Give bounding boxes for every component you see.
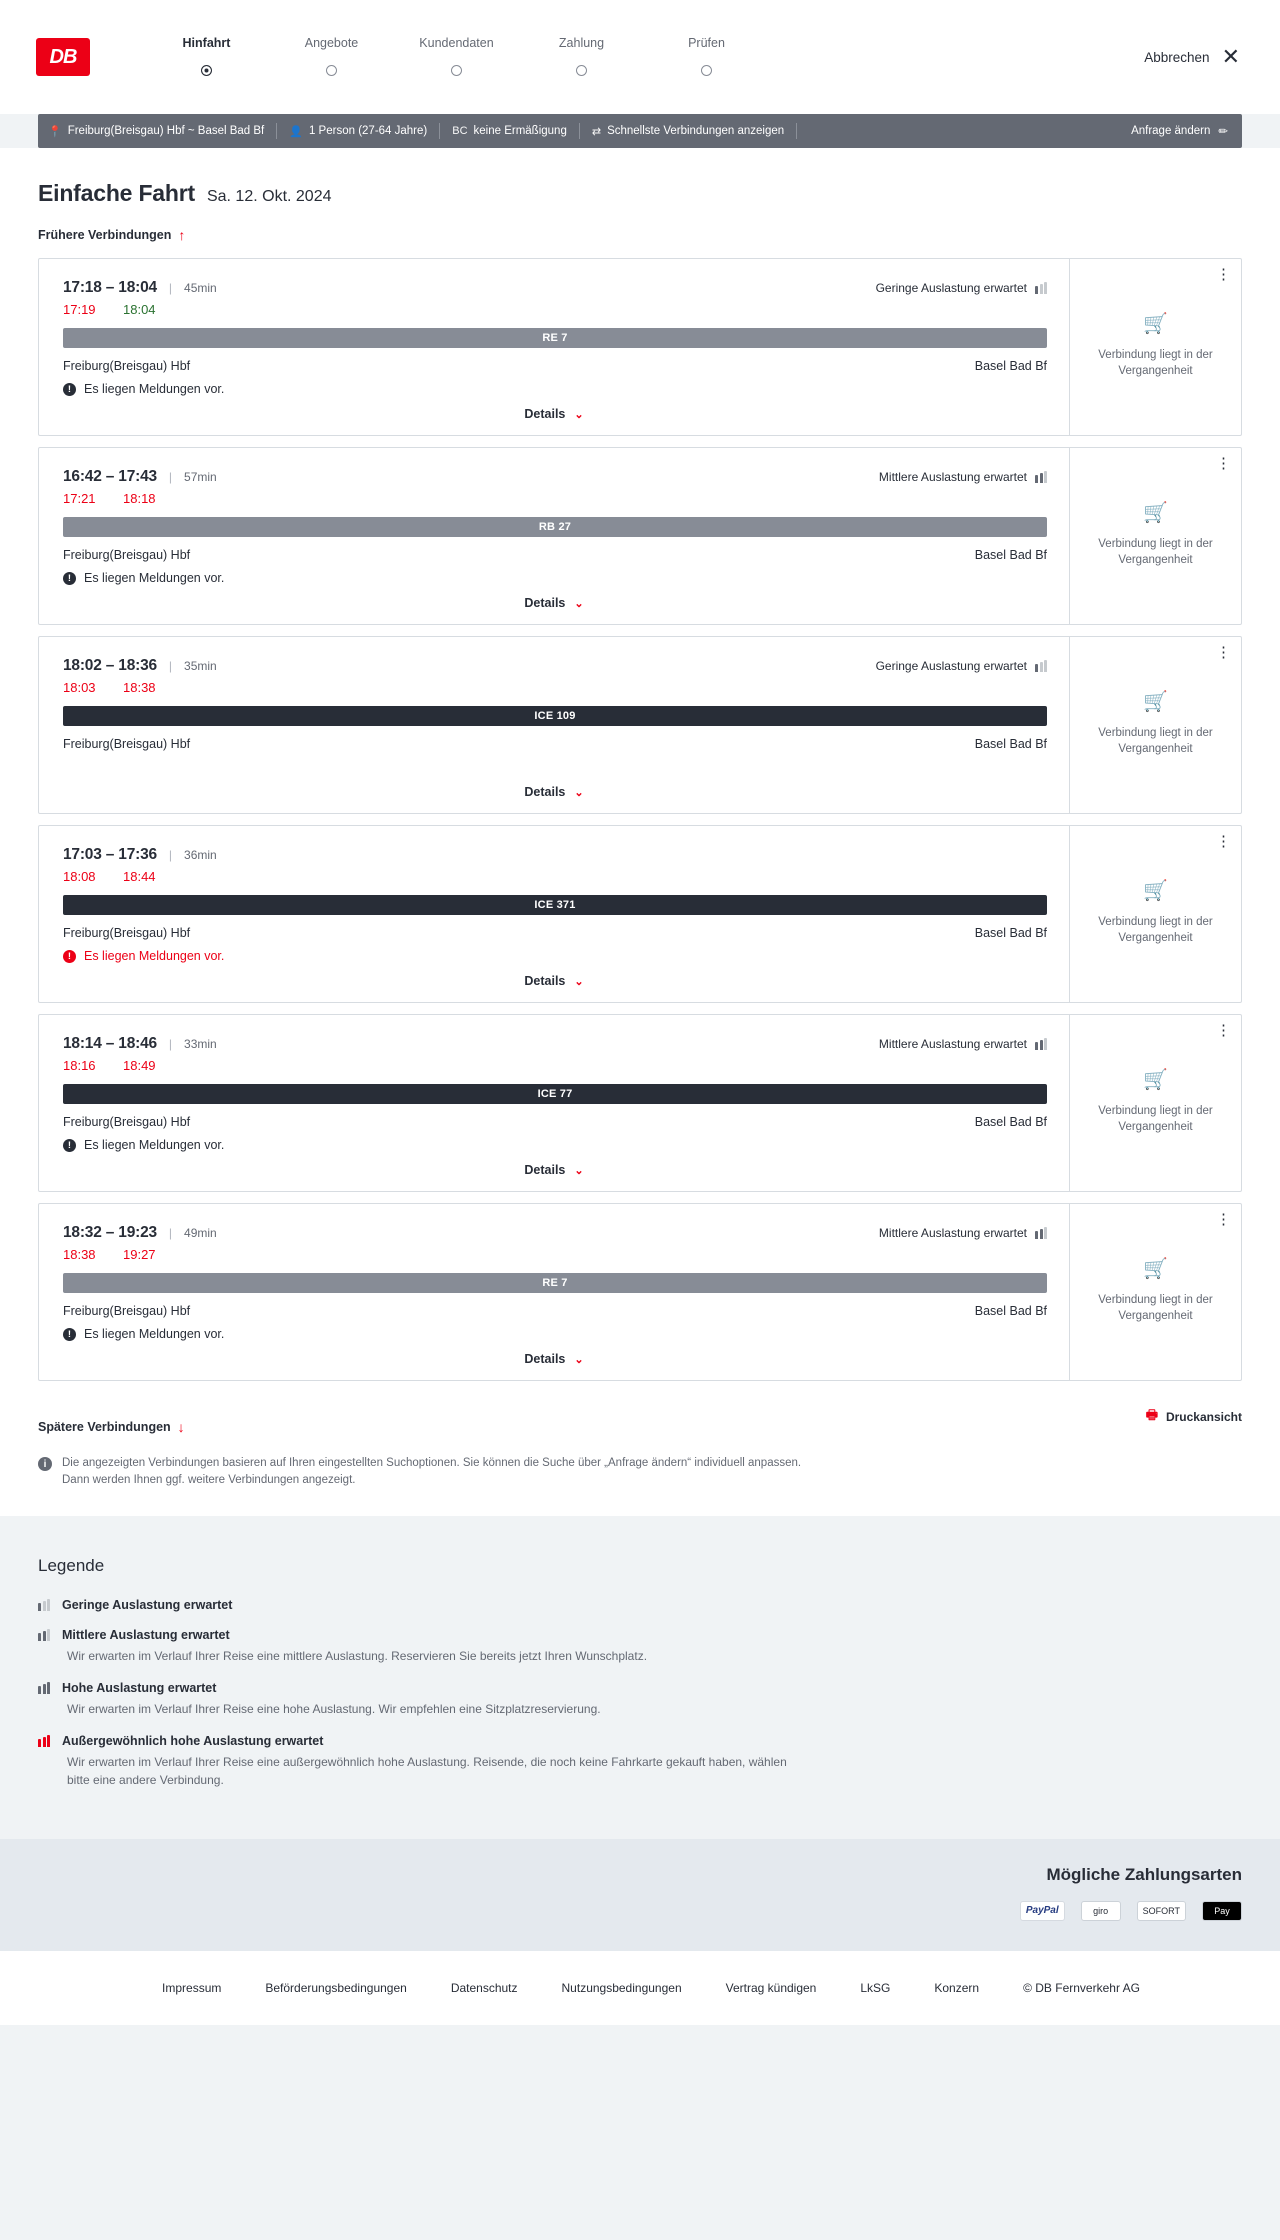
print-view-label: Druckansicht [1165,1410,1242,1424]
sofort-icon [1137,1901,1186,1921]
past-connection-note: Verbindung liegt in der Vergangenheit [1098,538,1213,566]
past-connection-note: Verbindung liegt in der Vergangenheit [1098,916,1213,944]
occupancy-icon [1035,660,1047,672]
occupancy-icon [1035,282,1047,294]
planned-times: 16:42 – 17:43 [63,468,157,485]
separator: | [168,848,173,862]
chevron-down-icon: ⌄ [574,1353,584,1366]
info-icon: ! [63,572,76,585]
legend-item-label: Mittlere Auslastung erwartet [62,1627,230,1642]
occupancy-label: Mittlere Auslastung erwartet [878,470,1027,484]
train-badge[interactable] [63,1084,1047,1104]
later-connections-button[interactable] [38,1419,185,1435]
legend-section [0,1516,1280,1839]
step-indicator [394,62,519,78]
travel-date: Sa. 12. Okt. 2024 [206,188,332,205]
cart-disabled-icon: 🛒 [1143,1069,1168,1091]
occupancy-icon [1035,471,1047,483]
duration [169,1037,217,1051]
step-label: Zahlung [558,36,605,50]
occupancy-info [876,659,1047,673]
connection-header [63,846,1047,864]
duration-label: 49min [184,1226,217,1240]
person-icon: 👤 [289,125,303,138]
step-label: Hinfahrt [182,36,231,50]
train-label: ICE 77 [537,1088,573,1100]
connection-card[interactable] [38,825,1242,1003]
query-fastest[interactable] [592,123,797,139]
info-icon: ! [63,1139,76,1152]
legend-item-label: Außergewöhnlich hohe Auslastung erwartet [62,1733,324,1748]
destination-station: Basel Bad Bf [974,737,1047,751]
cart-disabled-icon: 🛒 [1143,691,1168,713]
duration [169,848,217,862]
info-icon: ! [63,950,76,963]
footer-link[interactable]: LkSG [860,1980,891,1995]
occupancy-info [879,1226,1047,1240]
destination-station: Basel Bad Bf [974,926,1047,940]
more-options-icon[interactable]: ⋮ [1216,644,1231,661]
occupancy-icon [38,1682,50,1694]
legend-item [38,1628,1242,1665]
train-label: ICE 371 [534,899,576,911]
step-angebote[interactable] [269,36,394,78]
occupancy-label: Geringe Auslastung erwartet [875,659,1027,673]
destination-station: Basel Bad Bf [974,1304,1047,1318]
edit-query-label: Anfrage ändern [1131,125,1211,137]
legend-item-description: Wir erwarten im Verlauf Ihrer Reise eine mittlere Auslastung. Reservieren Sie bereits jetzt Ihren Wunschplatz. [67,1648,648,1663]
details-toggle[interactable] [39,1352,1069,1366]
app-header [0,0,1280,114]
connection-header [63,1224,1047,1242]
legend-item-head [38,1681,1242,1695]
duration [169,281,217,295]
step-dot-icon [451,65,462,76]
close-icon[interactable]: ✕ [1221,44,1240,69]
train-label: ICE 109 [534,710,576,722]
past-connection-note: Verbindung liegt in der Vergangenheit [1098,1105,1213,1133]
duration-label: 57min [184,470,217,484]
duration-label: 33min [184,1037,217,1051]
connection-header [63,279,1047,297]
later-connections-label: Spätere Verbindungen [38,1420,171,1434]
cart-disabled-icon: 🛒 [1143,880,1168,902]
legend-item-label: Hohe Auslastung erwartet [62,1680,217,1695]
connection-message-label: Es liegen Meldungen vor. [84,949,225,963]
page-title [38,180,1242,207]
destination-station: Basel Bad Bf [974,548,1047,562]
separator: | [168,1037,173,1051]
details-label: Details [524,407,566,421]
info-icon: ! [63,383,76,396]
connection-card[interactable] [38,258,1242,436]
step-dot-icon [576,65,587,76]
duration-label: 36min [184,848,217,862]
details-label: Details [524,596,566,610]
duration [169,659,217,673]
planned-times: 18:32 – 19:23 [63,1224,157,1241]
occupancy-icon [1035,1227,1047,1239]
actual-departure: 18:08 [63,869,96,884]
connection-card[interactable] [38,1014,1242,1192]
query-route-label: Freiburg(Breisgau) Hbf ~ Basel Bad Bf [67,125,265,137]
print-view-button[interactable] [1146,1406,1242,1428]
chevron-down-icon: ⌄ [574,597,584,610]
origin-station: Freiburg(Breisgau) Hbf [63,1304,191,1318]
legend-item-head [38,1734,1242,1748]
origin-station: Freiburg(Breisgau) Hbf [63,1115,191,1129]
payment-method-icons [38,1901,1242,1921]
step-indicator [519,62,644,78]
connection-actions [1069,448,1241,624]
db-logo[interactable] [36,38,90,76]
past-connection-note: Verbindung liegt in der Vergangenheit [1098,349,1213,377]
legend-item [38,1681,1242,1718]
connection-actions [1069,1204,1241,1380]
cancel-button[interactable] [1144,46,1240,68]
search-options-hint-text: Die angezeigten Verbindungen basieren auf Ihren eingestellten Suchoptionen. Sie können die Suche über „Anfrage ändern“ individuell anpassen. Dann werden Ihnen ggf. weitere Verbindungen angezeigt. [62,1457,802,1487]
connection-message[interactable] [63,1327,1047,1341]
duration [169,1226,217,1240]
legend-item-head [38,1598,1242,1612]
stations-row [63,926,1047,940]
applepay-icon [1202,1901,1242,1921]
actual-arrival: 18:38 [123,680,156,695]
occupancy-icon [38,1599,50,1611]
footer-link[interactable]: Beförderungsbedingungen [265,1980,407,1995]
legend-item-description: Wir erwarten im Verlauf Ihrer Reise eine außergewöhnlich hohe Auslastung. Reisende, die noch keine Fahrkarte gekauft haben, wählen bitte eine andere Verbindung. [67,1754,787,1787]
separator: | [168,1226,173,1240]
realtime-times [63,1247,1047,1262]
payment-label: Pay [1214,1905,1230,1916]
planned-times: 18:14 – 18:46 [63,1035,157,1052]
cart-disabled-icon: 🛒 [1143,502,1168,524]
pencil-icon: ✏ [1218,126,1228,138]
details-label: Details [524,785,566,799]
earlier-connections-label: Frühere Verbindungen [38,228,172,242]
past-connection-note: Verbindung liegt in der Vergangenheit [1098,727,1213,755]
train-badge[interactable] [63,895,1047,915]
payment-label: SOFORT [1142,1905,1180,1916]
separator: | [168,470,173,484]
connection-message[interactable] [63,382,1047,396]
connection-actions [1069,259,1241,435]
stations-row [63,548,1047,562]
origin-station: Freiburg(Breisgau) Hbf [63,359,191,373]
more-options-icon[interactable]: ⋮ [1216,833,1231,850]
stations-row [63,1115,1047,1129]
realtime-times [63,1058,1047,1073]
actual-arrival: 18:18 [123,491,156,506]
details-toggle[interactable] [39,1163,1069,1177]
connection-card[interactable] [38,636,1242,814]
connection-card[interactable] [38,1203,1242,1381]
connection-header [63,468,1047,486]
actual-departure: 18:38 [63,1247,96,1262]
connection-actions [1069,637,1241,813]
step-indicator [269,62,394,78]
occupancy-label: Geringe Auslastung erwartet [875,281,1027,295]
cancel-label: Abbrechen [1144,49,1210,65]
info-icon: ! [63,1328,76,1341]
query-fastest-label: Schnellste Verbindungen anzeigen [607,125,785,137]
connection-message[interactable] [63,571,1047,585]
train-badge[interactable] [63,706,1047,726]
occupancy-icon [38,1629,50,1641]
legend-item-label: Geringe Auslastung erwartet [62,1597,233,1612]
actual-arrival: 19:27 [123,1247,156,1262]
payment-methods-section [0,1839,1280,1951]
duration-label: 45min [184,281,217,295]
step-label: Prüfen [688,36,725,50]
cart-disabled-icon: 🛒 [1143,1258,1168,1280]
legend-item [38,1734,1242,1789]
connection-details [39,637,1069,813]
connection-message-label: Es liegen Meldungen vor. [84,382,225,396]
origin-station: Freiburg(Breisgau) Hbf [63,737,191,751]
connection-message-label: Es liegen Meldungen vor. [84,1327,225,1341]
connection-header [63,1035,1047,1053]
origin-station: Freiburg(Breisgau) Hbf [63,926,191,940]
actual-departure: 17:21 [63,491,96,506]
train-badge[interactable] [63,1273,1047,1293]
planned-times: 18:02 – 18:36 [63,657,157,674]
details-toggle[interactable] [39,785,1069,799]
chevron-down-icon: ⌄ [574,975,584,988]
stations-row [63,737,1047,751]
earlier-connections-button[interactable] [38,227,185,243]
connection-actions [1069,1015,1241,1191]
details-label: Details [524,1352,566,1366]
step-indicator [644,62,769,78]
more-options-icon[interactable]: ⋮ [1216,1022,1231,1039]
chevron-down-icon: ⌄ [574,1164,584,1177]
destination-station: Basel Bad Bf [974,359,1047,373]
step-label: Angebote [304,36,359,50]
step-dot-icon [201,65,212,76]
details-toggle[interactable] [39,596,1069,610]
location-pin-icon: 📍 [48,125,62,138]
realtime-times [63,302,1047,317]
connection-details [39,1015,1069,1191]
footer-link[interactable]: Datenschutz [450,1980,518,1995]
step-dot-icon [701,65,712,76]
step-prüfen[interactable] [644,36,769,78]
query-passengers[interactable] [289,123,440,139]
actual-arrival: 18:04 [123,302,156,317]
train-label: RE 7 [542,1277,568,1289]
connection-header [63,657,1047,675]
planned-times: 17:03 – 17:36 [63,846,157,863]
train-label: RB 27 [538,521,572,533]
arrow-down-icon: ↓ [177,1419,185,1435]
footer-link[interactable]: Nutzungsbedingungen [561,1980,682,1995]
occupancy-icon [38,1735,50,1747]
step-hinfahrt[interactable] [144,36,269,78]
planned-times: 17:18 – 18:04 [63,279,157,296]
connection-actions [1069,826,1241,1002]
train-label: RE 7 [542,332,568,344]
past-connection-note: Verbindung liegt in der Vergangenheit [1098,1294,1213,1322]
info-icon: i [38,1457,52,1471]
legend-items [38,1598,1242,1789]
actual-arrival: 18:49 [123,1058,156,1073]
step-dot-icon [326,65,337,76]
stations-row [63,359,1047,373]
legend-title: Legende [38,1555,105,1575]
stations-row [63,1304,1047,1318]
query-discount-label: keine Ermäßigung [473,125,567,137]
connection-message[interactable] [63,949,1047,963]
separator: | [168,281,173,295]
query-route[interactable] [48,123,277,139]
connection-details [39,259,1069,435]
db-logo-text: DB [49,45,77,68]
edit-query-button[interactable] [1131,124,1228,138]
printer-icon: 🖶 [1145,1407,1158,1422]
actual-departure: 18:16 [63,1058,96,1073]
query-summary-bar [38,114,1242,148]
payment-label: PayPal [1025,1905,1059,1916]
payment-label: giro [1093,1905,1109,1916]
legend-item-head [38,1628,1242,1642]
actual-departure: 18:03 [63,680,96,695]
occupancy-info [876,281,1047,295]
connection-message[interactable] [63,1138,1047,1152]
more-options-icon[interactable]: ⋮ [1216,266,1231,283]
details-toggle[interactable] [39,407,1069,421]
actual-arrival: 18:44 [123,869,156,884]
footer-link[interactable]: Konzern [934,1980,980,1995]
origin-station: Freiburg(Breisgau) Hbf [63,548,191,562]
step-zahlung[interactable] [519,36,644,78]
query-passengers-label: 1 Person (27-64 Jahre) [308,125,428,137]
cart-disabled-icon: 🛒 [1143,313,1168,335]
chevron-down-icon: ⌄ [574,786,584,799]
occupancy-label: Mittlere Auslastung erwartet [878,1037,1027,1051]
payment-methods-title: Mögliche Zahlungsarten [1046,1864,1242,1884]
more-options-icon[interactable]: ⋮ [1216,455,1231,472]
step-indicator [144,62,269,78]
separator: | [168,659,173,673]
site-footer [0,1951,1280,2025]
details-label: Details [524,974,566,988]
query-discount[interactable] [452,123,580,139]
connection-message-label: Es liegen Meldungen vor. [84,571,225,585]
occupancy-label: Mittlere Auslastung erwartet [878,1226,1027,1240]
paypal-icon [1020,1901,1065,1921]
train-badge[interactable] [63,517,1047,537]
occupancy-info [879,470,1047,484]
chevron-down-icon: ⌄ [574,408,584,421]
connection-details [39,1204,1069,1380]
connection-details [39,448,1069,624]
legend-item [38,1598,1242,1612]
details-label: Details [524,1163,566,1177]
connection-card[interactable] [38,447,1242,625]
realtime-times [63,491,1047,506]
giropay-icon [1081,1901,1121,1921]
step-label: Kundendaten [419,36,494,50]
connection-list [38,258,1242,1381]
arrow-up-icon: ↑ [178,227,186,243]
footer-copyright: © DB Fernverkehr AG [1023,1980,1140,1995]
footer-link[interactable]: Vertrag kündigen [725,1980,817,1995]
results-footer-actions [38,1399,1242,1435]
shuffle-icon: ⇄ [591,125,602,138]
legend-item-description: Wir erwarten im Verlauf Ihrer Reise eine hohe Auslastung. Wir empfehlen eine Sitzplatzreservierung. [67,1701,601,1716]
more-options-icon[interactable]: ⋮ [1216,1211,1231,1228]
train-badge[interactable] [63,328,1047,348]
bahncard-icon: BC [452,125,468,137]
connection-message-label: Es liegen Meldungen vor. [84,1138,225,1152]
details-toggle[interactable] [39,974,1069,988]
occupancy-icon [1035,1038,1047,1050]
duration [169,470,217,484]
duration-label: 35min [184,659,217,673]
results-panel [0,148,1280,1516]
step-kundendaten[interactable] [394,36,519,78]
search-options-hint [38,1455,818,1490]
realtime-times [63,869,1047,884]
footer-link[interactable]: Impressum [162,1980,222,1995]
connection-details [39,826,1069,1002]
occupancy-info [879,1037,1047,1051]
booking-stepper [144,36,769,78]
page-title-text: Einfache Fahrt [38,180,195,206]
realtime-times [63,680,1047,695]
destination-station: Basel Bad Bf [974,1115,1047,1129]
actual-departure: 17:19 [63,302,96,317]
